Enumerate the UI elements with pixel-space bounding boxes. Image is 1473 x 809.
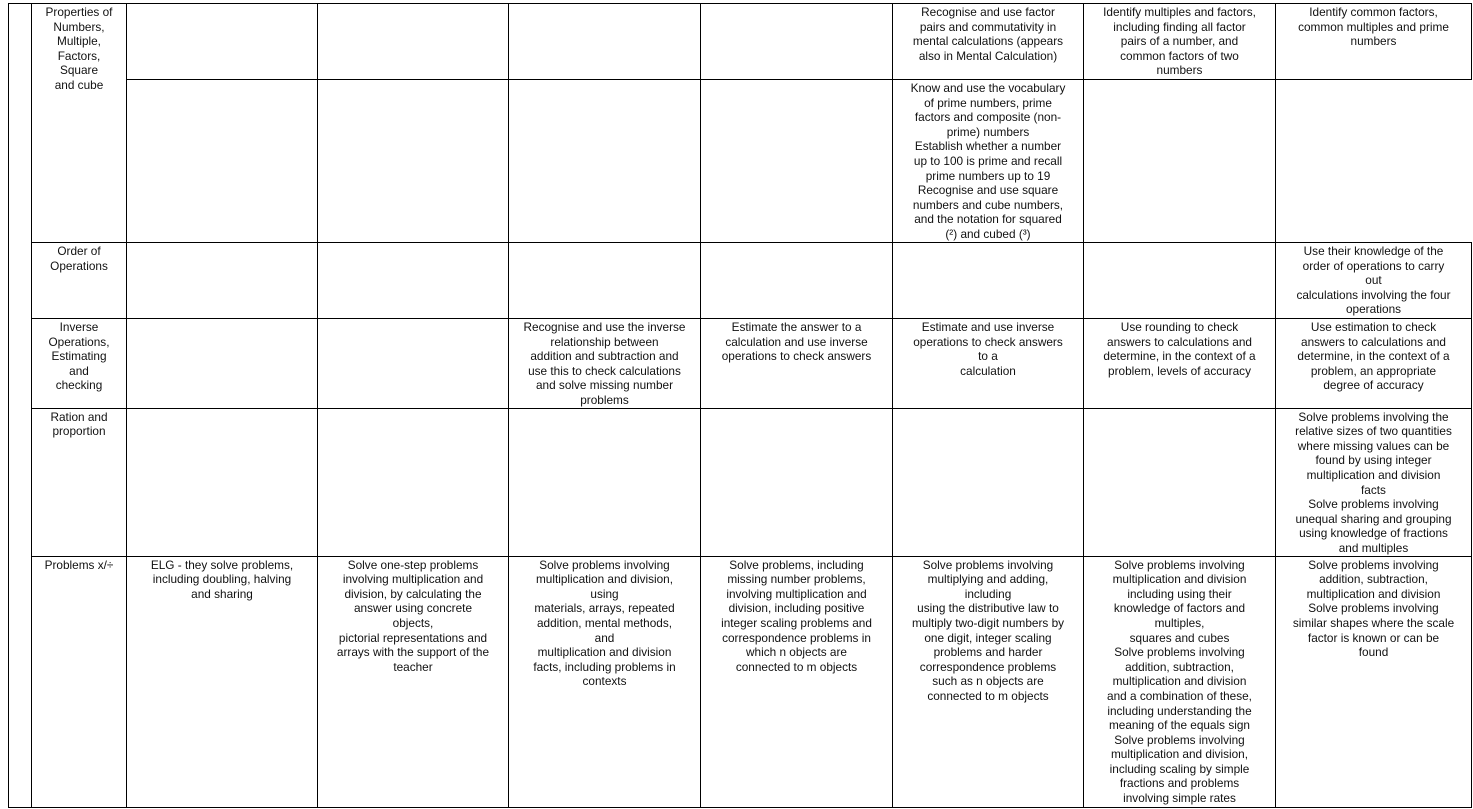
table-cell (1084, 243, 1276, 319)
table-cell: Solve problems involving multiplication and division including using their knowledge of factors and multiples, squares and cubes Solve problems involving addition, subtraction, multiplication and division and a combination of these, including understanding the meaning of the equals sign Solve problems involving multiplication and division, including scaling by simple fractions and problems involving simple rates (1084, 556, 1276, 807)
table-cell (127, 408, 318, 556)
table-cell (509, 4, 701, 80)
table-cell (318, 4, 509, 80)
table-row (9, 408, 1472, 556)
table-cell: Solve problems involving multiplying and adding, including using the distributive law to multiply two-digit numbers by one digit, integer scaling problems and harder correspondence problems such as n objects are connected to m objects (893, 556, 1084, 807)
table-cell: Use their knowledge of the order of operations to carry out calculations involving the four operations (1276, 243, 1472, 319)
table-row (9, 80, 1472, 243)
topic-cell: Order of Operations (32, 243, 127, 319)
table-cell: Solve problems, including missing number problems, involving multiplication and division, including positive integer scaling problems and correspondence problems in which n objects are connected to m objects (701, 556, 893, 807)
table-cell (318, 319, 509, 409)
table-cell: Solve problems involving the relative sizes of two quantities where missing values can be found by using integer multiplication and division facts Solve problems involving unequal sharing and grouping using knowledge of fractions and multiples (1276, 408, 1472, 556)
topic-cell: Inverse Operations, Estimating and checking (32, 319, 127, 409)
table-cell (701, 243, 893, 319)
table-cell (893, 243, 1084, 319)
table-cell (509, 408, 701, 556)
table-cell: Identify common factors, common multiples and prime numbers (1276, 4, 1472, 80)
table-cell (701, 80, 893, 243)
table-cell: Use rounding to check answers to calculations and determine, in the context of a problem, levels of accuracy (1084, 319, 1276, 409)
table-cell: Know and use the vocabulary of prime numbers, prime factors and composite (non- prime) numbers Establish whether a number up to 100 is prime and recall prime numbers up to 19 Recognise and use square numbers and cube numbers, and the notation for squared (²) and cubed (³) (893, 80, 1084, 243)
table-cell: Use estimation to check answers to calculations and determine, in the context of a problem, an appropriate degree of accuracy (1276, 319, 1472, 409)
table-row (9, 243, 1472, 319)
table-cell: Recognise and use factor pairs and commutativity in mental calculations (appears also in Mental Calculation) (893, 4, 1084, 80)
table-cell (893, 408, 1084, 556)
table-cell (127, 243, 318, 319)
margin-column (9, 4, 32, 808)
table-cell (509, 80, 701, 243)
table-cell (127, 319, 318, 409)
topic-cell: Ration and proportion (32, 408, 127, 556)
table-cell (1084, 408, 1276, 556)
table-cell: ELG - they solve problems, including doubling, halving and sharing (127, 556, 318, 807)
table-cell: Solve problems involving addition, subtraction, multiplication and division Solve problems involving similar shapes where the scale factor is known or can be found (1276, 556, 1472, 807)
table-cell: Estimate and use inverse operations to check answers to a calculation (893, 319, 1084, 409)
table-cell (318, 243, 509, 319)
table-cell: Identify multiples and factors, including finding all factor pairs of a number, and common factors of two numbers (1084, 4, 1276, 80)
curriculum-table (8, 3, 1472, 808)
table-row (9, 4, 1472, 80)
table-cell (127, 4, 318, 80)
table-row (9, 556, 1472, 807)
table-cell (318, 80, 509, 243)
table-cell: Solve problems involving multiplication and division, using materials, arrays, repeated addition, mental methods, and multiplication and division facts, including problems in contexts (509, 556, 701, 807)
table-cell (1084, 80, 1276, 243)
table-cell: Estimate the answer to a calculation and use inverse operations to check answers (701, 319, 893, 409)
topic-cell: Problems x/÷ (32, 556, 127, 807)
table-cell (701, 4, 893, 80)
table-cell: Recognise and use the inverse relationship between addition and subtraction and use this to check calculations and solve missing number problems (509, 319, 701, 409)
table-cell (318, 408, 509, 556)
table-cell: Solve one-step problems involving multiplication and division, by calculating the answer using concrete objects, pictorial representations and arrays with the support of the teacher (318, 556, 509, 807)
table-cell (701, 408, 893, 556)
table-cell (127, 80, 318, 243)
topic-cell: Properties of Numbers, Multiple, Factors, Square and cube (32, 4, 127, 243)
table-cell (509, 243, 701, 319)
table-row (9, 319, 1472, 409)
